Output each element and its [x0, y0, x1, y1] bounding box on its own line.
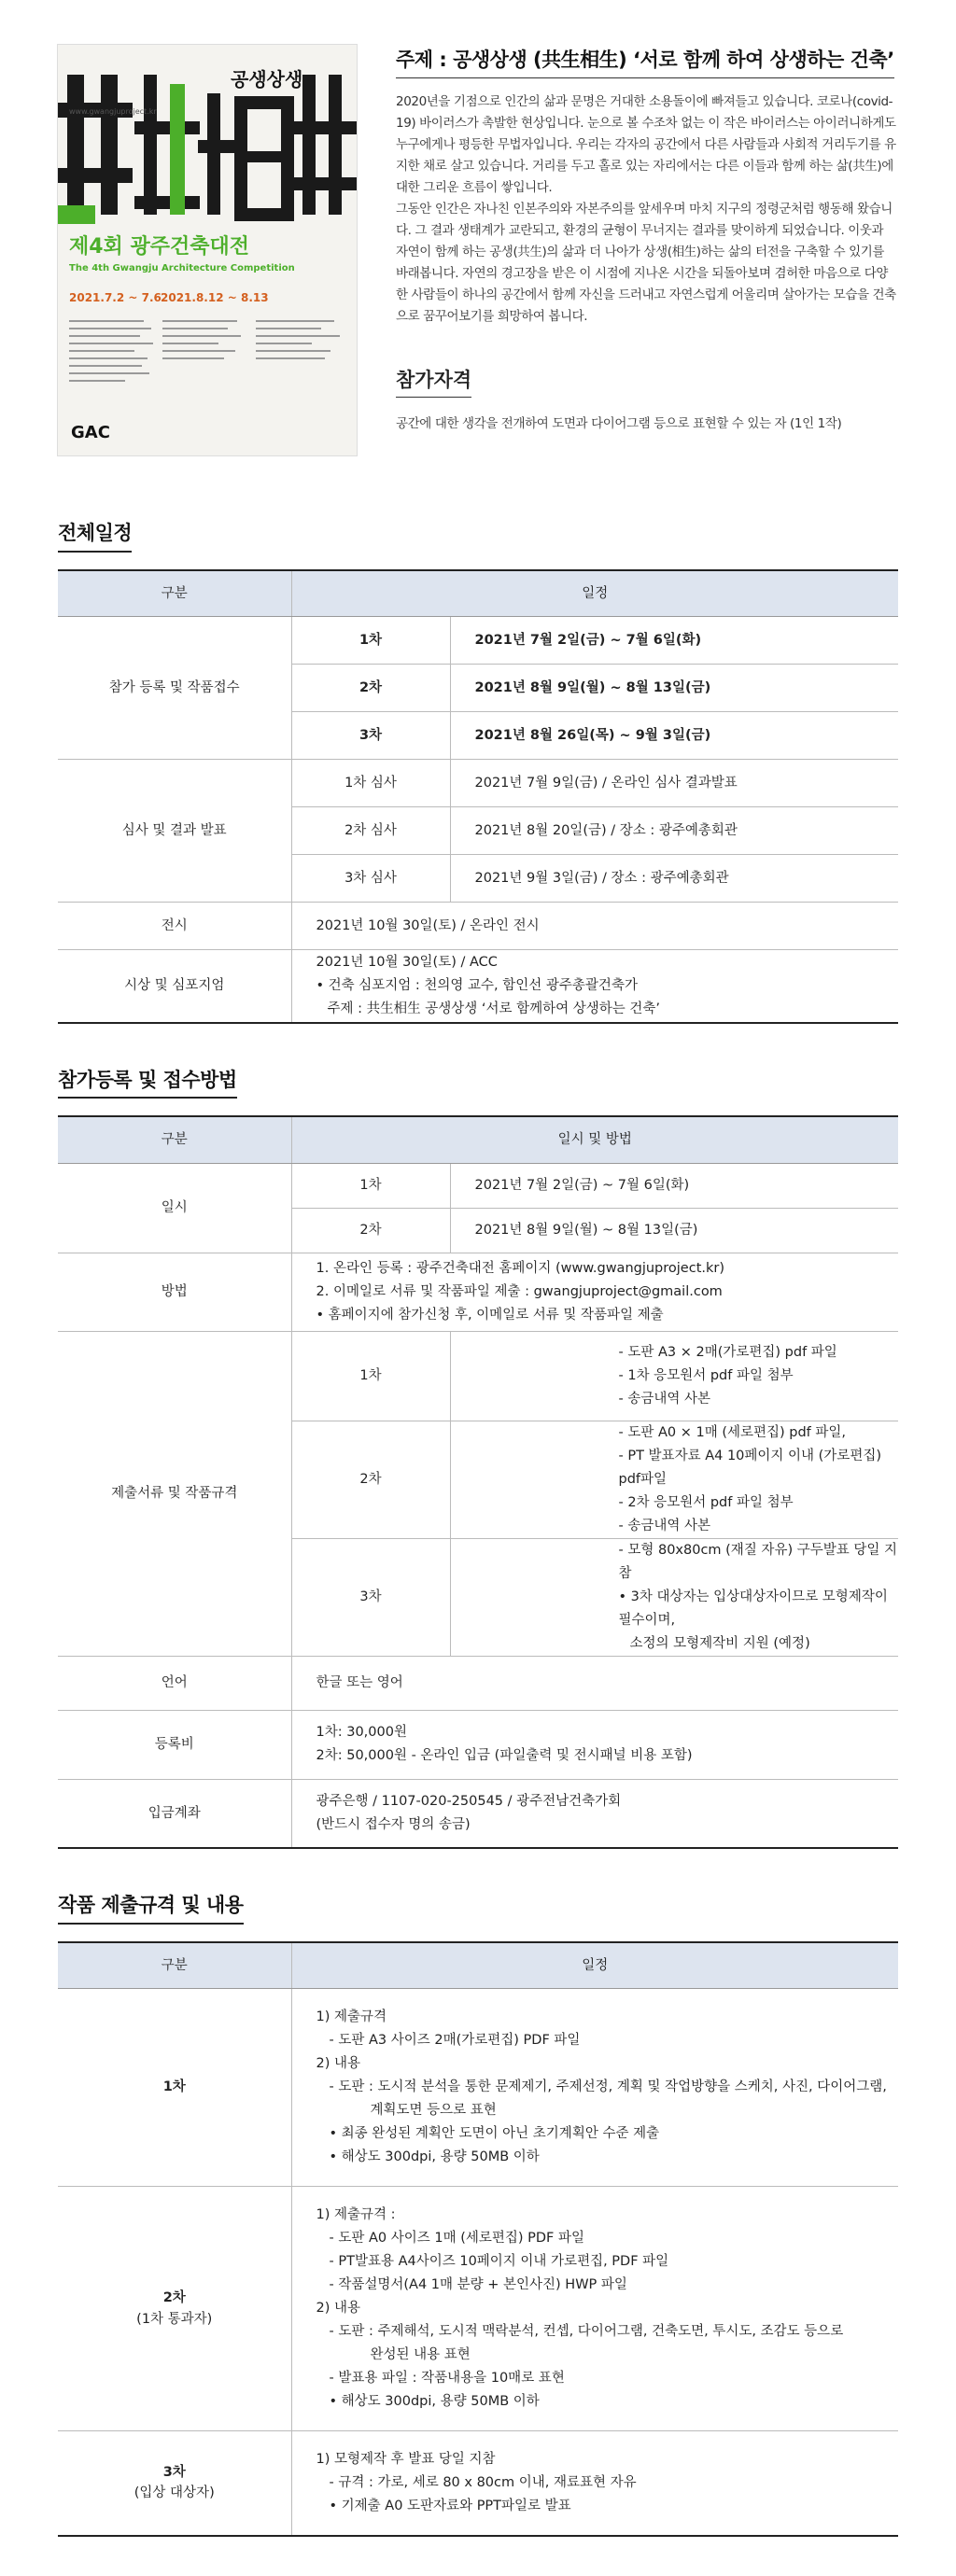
registration-title: 참가등록 및 접수방법 — [58, 1065, 237, 1099]
method-line: 2. 이메일로 서류 및 작품파일 제출 : gwangjuproject@gmail.com — [316, 1283, 723, 1299]
row-label: 시상 및 심포지엄 — [58, 950, 291, 1023]
table-row — [58, 1710, 898, 1779]
spec-line: 2) 내용 — [316, 2056, 361, 2072]
row-label — [58, 2187, 291, 2431]
account-line: 광주은행 / 1107-020-250545 / 광주전남건축가회 — [316, 1793, 622, 1809]
schedule-table — [58, 569, 898, 1024]
fee-line: 2차: 50,000원 - 온라인 입금 (파일출력 및 전시패널 비용 포함) — [316, 1748, 693, 1764]
round-label: 2차 — [291, 1208, 450, 1253]
spec-line: • 기제출 A0 도판자료와 PPT파일로 발표 — [329, 2498, 571, 2513]
round-label: 2차 심사 — [291, 807, 450, 855]
theme-paragraph: 2020년을 기점으로 인간의 삶과 문명은 거대한 소용돌이에 빠져들고 있습니다. 코로나(covid-19) 바이러스가 촉발한 현상입니다. 눈으로 볼 수조차 없는 이 작은 바이러스는 아이러니하게도 누구에게나 평등한 무법자입니다. 우리는 각자의 공간에서 다른 사람들과 사회적 거리두기를 유지한 채로 살고 있습니다. 거리를 두고 홀로 있는 자리에서는 다른 이들과 함께 하는 삶(共生)에 대한 그리운 흐름이 쌓입니다. — [396, 93, 896, 195]
poster-fine-print — [69, 315, 345, 427]
spec-line: - 작품설명서(A4 1매 분량 + 본인사진) HWP 파일 — [329, 2277, 627, 2293]
row-label: 입금계좌 — [58, 1779, 291, 1848]
spec-line: 1) 제출규격 : — [316, 2207, 396, 2223]
row-label — [58, 2431, 291, 2536]
spec-line: - 발표용 파일 : 작품내용을 10매로 표현 — [329, 2371, 565, 2387]
round-date: 2021년 8월 26일(목) ~ 9월 3일(금) — [450, 712, 898, 760]
round-label: 3차 심사 — [291, 855, 450, 903]
round-date: 2021년 8월 9일(월) ~ 8월 13일(금) — [450, 1208, 898, 1253]
round-label: 3차 — [291, 1538, 450, 1656]
row-label: 방법 — [58, 1253, 291, 1331]
award-line: 2021년 10월 30일(토) / ACC — [316, 954, 498, 970]
theme-paragraph: 그동안 인간은 자나친 인본주의와 자본주의를 앞세우며 마치 지구의 정령군처럼 행동해 왔습니다. 그 결과 생태계가 교란되고, 환경의 균형이 무너지는 결과를 맞이하게 되었습니다. 이웃과 자연이 함께 하는 공생(共生)의 삶과 더 나아가 상생(相生)하는 삶의 터전을 구축할 수 있기를 바래봅니다. 자연의 경고장을 받은 이 시점에 지나온 시간을 되돌아보며 겸허한 마음으로 다양한 사람들이 하나의 공간에서 함께 자신을 드러내고 자연스럽게 어울리며 살아가는 모습을 건축으로 꿈꾸어보기를 희망하여 봅니다. — [396, 201, 896, 324]
eligibility-text: 공간에 대한 생각을 전개하여 도면과 다이어그램 등으로 표현할 수 있는 자 (1인 1작) — [396, 416, 842, 432]
table-row — [58, 1163, 898, 1208]
specs-table — [58, 1941, 898, 2537]
column-header: 일시 및 방법 — [291, 1116, 898, 1163]
table-row — [58, 760, 898, 807]
column-header: 일정 — [291, 570, 898, 617]
row-label: 심사 및 결과 발표 — [58, 760, 291, 903]
fee-line: 1차: 30,000원 — [316, 1725, 407, 1741]
column-header: 구분 — [58, 570, 291, 617]
method-line: 1. 온라인 등록 : 광주건축대전 홈페이지 (www.gwangjuproject.kr) — [316, 1260, 725, 1276]
spec-line: - 도판 : 주제해석, 도시적 맥락분석, 컨셉, 다이어그램, 건축도면, 투시도, 조감도 등으로 — [329, 2324, 844, 2340]
competition-poster — [58, 45, 357, 455]
registration-section — [58, 1065, 898, 1850]
eligibility-title: 참가자격 — [396, 365, 471, 399]
row-label: 참가 등록 및 작품접수 — [58, 617, 291, 760]
table-row — [58, 1779, 898, 1848]
docs-details — [450, 1538, 898, 1656]
table-row — [58, 1656, 898, 1710]
spec-round: 1차 — [162, 2079, 186, 2095]
spec-line: - 규격 : 가로, 세로 80 x 80cm 이내, 재료표현 자유 — [329, 2474, 637, 2490]
spec-details — [291, 2187, 898, 2431]
docs-line: - 송금내역 사본 — [618, 1391, 710, 1407]
language-value: 한글 또는 영어 — [291, 1656, 898, 1710]
round-label: 2차 — [291, 1421, 450, 1538]
row-label: 제출서류 및 작품규격 — [58, 1331, 291, 1656]
table-row — [58, 950, 898, 1023]
registration-table — [58, 1115, 898, 1849]
table-row — [58, 1331, 898, 1421]
table-row — [58, 903, 898, 950]
column-header: 구분 — [58, 1116, 291, 1163]
spec-line: - 도판 A3 사이즈 2매(가로편집) PDF 파일 — [329, 2033, 581, 2049]
spec-line: • 해상도 300dpi, 용량 50MB 이하 — [329, 2394, 540, 2410]
poster-date-1: 2021.7.2 ~ 7.6 — [69, 291, 162, 304]
award-line: • 건축 심포지엄 : 천의영 교수, 함인선 광주총괄건축가 — [316, 977, 638, 993]
account-line: (반드시 접수자 명의 송금) — [316, 1816, 471, 1832]
spec-round-note: (입상 대상자) — [134, 2485, 215, 2501]
row-label — [58, 1989, 291, 2187]
row-label: 일시 — [58, 1163, 291, 1253]
docs-line: 소정의 모형제작비 지원 (예정) — [629, 1635, 810, 1651]
round-date: 2021년 8월 20일(금) / 장소 : 광주예총회관 — [450, 807, 898, 855]
table-header-row — [58, 570, 898, 617]
row-label: 등록비 — [58, 1710, 291, 1779]
award-details — [291, 950, 898, 1023]
spec-round: 3차 — [162, 2464, 186, 2480]
docs-line: - 1차 응모원서 pdf 파일 첨부 — [618, 1367, 794, 1383]
poster-subtitle: 제4회 광주건축대전 — [69, 235, 249, 259]
spec-details — [291, 1989, 898, 2187]
round-date: 2021년 9월 3일(금) / 장소 : 광주예총회관 — [450, 855, 898, 903]
poster-date-2: 2021.8.12 ~ 8.13 — [161, 291, 269, 304]
round-label: 1차 심사 — [291, 760, 450, 807]
specs-section — [58, 1890, 898, 2537]
theme-title: 주제 : 공생상생 (共生相生) ‘서로 함께 하여 상생하는 건축’ — [396, 45, 894, 78]
spec-line: 계획도면 등으로 표현 — [370, 2103, 497, 2119]
spec-line: - PT발표용 A4사이즈 10페이지 이내 가로편집, PDF 파일 — [329, 2254, 669, 2270]
round-label: 3차 — [291, 712, 450, 760]
poster-logo: GAC — [71, 423, 110, 442]
round-label: 1차 — [291, 617, 450, 665]
table-row — [58, 2431, 898, 2536]
table-header-row — [58, 1942, 898, 1989]
docs-details — [450, 1421, 898, 1538]
table-row — [58, 2187, 898, 2431]
poster-graphic — [58, 65, 357, 224]
schedule-title: 전체일정 — [58, 518, 132, 553]
intro-section — [58, 0, 898, 518]
spec-round-note: (1차 통과자) — [136, 2311, 213, 2327]
schedule-section — [58, 518, 898, 1024]
round-date: 2021년 7월 2일(금) ~ 7월 6일(화) — [450, 617, 898, 665]
docs-line: - 송금내역 사본 — [618, 1518, 710, 1533]
round-label: 1차 — [291, 1331, 450, 1421]
column-header: 일정 — [291, 1942, 898, 1989]
table-row — [58, 1253, 898, 1331]
docs-line: - 도판 A3 × 2매(가로편집) pdf 파일 — [618, 1344, 837, 1360]
award-line: 주제 : 共生相生 공생상생 ‘서로 함께하여 상생하는 건축’ — [327, 1001, 660, 1016]
spec-details — [291, 2431, 898, 2536]
theme-body — [396, 91, 898, 328]
spec-line: - 도판 : 도시적 분석을 통한 문제제기, 주제선정, 계획 및 작업방향을 스케치, 사진, 다이어그램, — [329, 2079, 887, 2095]
docs-line: - 모형 80x80cm (재질 자유) 구두발표 당일 지참 — [618, 1542, 897, 1581]
fee-details — [291, 1710, 898, 1779]
poster-top-title: 공생상생 — [231, 68, 303, 91]
poster-subtitle-en: The 4th Gwangju Architecture Competition — [69, 263, 295, 273]
round-label: 1차 — [291, 1163, 450, 1208]
intro-text — [396, 45, 898, 518]
docs-line: - 2차 응모원서 pdf 파일 첨부 — [618, 1494, 794, 1510]
spec-line: 완성된 내용 표현 — [370, 2347, 471, 2363]
row-label: 전시 — [58, 903, 291, 950]
account-details — [291, 1779, 898, 1848]
poster-url: www.gwangjuproject.kr — [69, 107, 157, 116]
column-header: 구분 — [58, 1942, 291, 1989]
round-date: 2021년 7월 2일(금) ~ 7월 6일(화) — [450, 1163, 898, 1208]
spec-round: 2차 — [162, 2290, 186, 2306]
spec-line: 1) 제출규격 — [316, 2009, 387, 2025]
docs-line: - PT 발표자료 A4 10페이지 이내 (가로편집) pdf파일 — [618, 1448, 881, 1487]
round-date: 2021년 8월 9일(월) ~ 8월 13일(금) — [450, 665, 898, 712]
spec-line: 1) 모형제작 후 발표 당일 지참 — [316, 2451, 496, 2467]
method-details — [291, 1253, 898, 1331]
round-date: 2021년 7월 9일(금) / 온라인 심사 결과발표 — [450, 760, 898, 807]
exhibit-date: 2021년 10월 30일(토) / 온라인 전시 — [291, 903, 898, 950]
spec-line: 2) 내용 — [316, 2301, 361, 2317]
method-line: • 홈페이지에 참가신청 후, 이메일로 서류 및 작품파일 제출 — [316, 1307, 664, 1323]
docs-line: - 도판 A0 × 1매 (세로편집) pdf 파일, — [618, 1424, 847, 1440]
table-row — [58, 617, 898, 665]
spec-line: • 해상도 300dpi, 용량 50MB 이하 — [329, 2149, 540, 2165]
docs-line: • 3차 대상자는 입상대상자이므로 모형제작이 필수이며, — [618, 1589, 888, 1628]
table-header-row — [58, 1116, 898, 1163]
row-label: 언어 — [58, 1656, 291, 1710]
table-row — [58, 1989, 898, 2187]
specs-title: 작품 제출규격 및 내용 — [58, 1890, 244, 1925]
spec-line: • 최종 완성된 계획안 도면이 아닌 초기계획안 수준 제출 — [329, 2126, 660, 2142]
round-label: 2차 — [291, 665, 450, 712]
spec-line: - 도판 A0 사이즈 1매 (세로편집) PDF 파일 — [329, 2231, 585, 2247]
docs-details — [450, 1331, 898, 1421]
